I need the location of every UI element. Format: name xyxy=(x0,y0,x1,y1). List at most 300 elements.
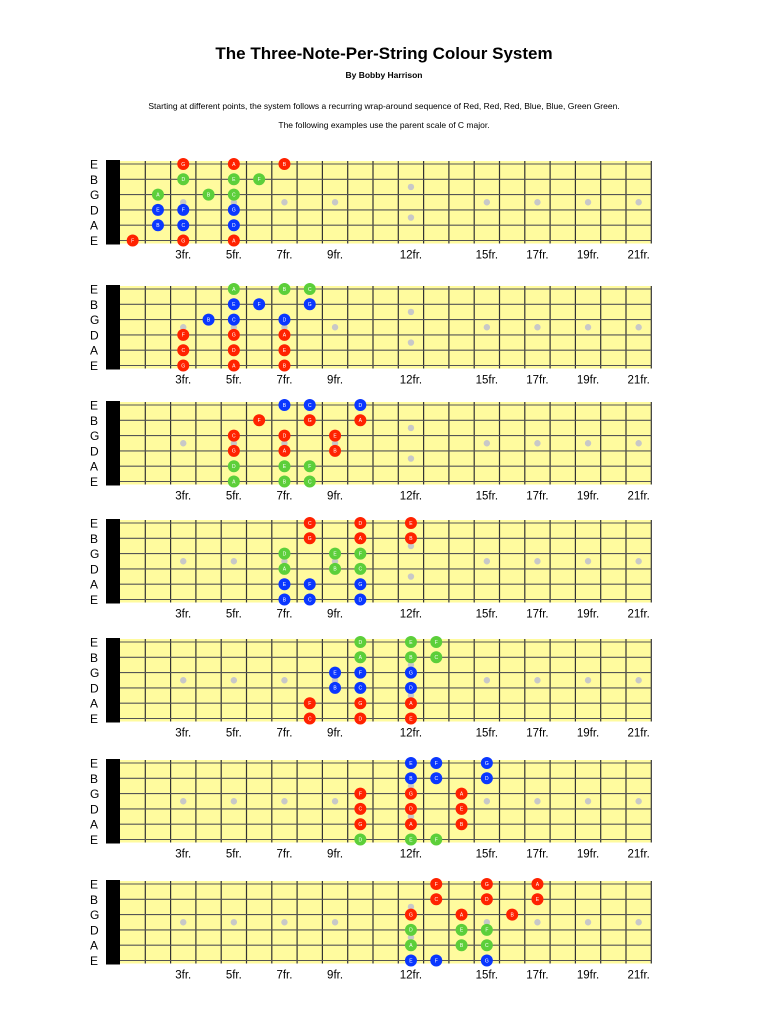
inlay-dot xyxy=(408,339,414,345)
string-label: G xyxy=(90,908,100,923)
note-dot-blue xyxy=(430,772,442,784)
note-label: C xyxy=(307,402,312,409)
note-label: D xyxy=(485,776,489,783)
fret-label: 19fr. xyxy=(576,969,600,982)
note-dot-red xyxy=(177,235,189,247)
note-label: A xyxy=(232,479,236,486)
note-dot-green xyxy=(481,924,493,936)
note-dot-green xyxy=(456,924,468,936)
note-dot-blue xyxy=(354,578,366,590)
note-dot-red xyxy=(329,430,341,442)
string-label: B xyxy=(90,771,99,786)
string-label: G xyxy=(90,547,100,562)
nut xyxy=(106,638,120,723)
note-label: F xyxy=(257,177,261,184)
inlay-dot xyxy=(534,324,540,330)
inlay-dot xyxy=(534,558,540,564)
note-dot-red xyxy=(405,713,417,725)
fret-label: 9fr. xyxy=(327,848,344,861)
note-label: C xyxy=(434,655,439,662)
note-dot-red xyxy=(278,158,290,170)
note-dot-green xyxy=(405,636,417,648)
note-dot-red xyxy=(228,235,240,247)
note-dot-blue xyxy=(228,298,240,310)
note-dot-blue xyxy=(278,594,290,606)
note-dot-red xyxy=(354,788,366,800)
fretboard xyxy=(120,881,651,964)
note-label: D xyxy=(409,927,413,934)
note-dot-green xyxy=(354,834,366,846)
note-dot-red xyxy=(405,532,417,544)
string-label: E xyxy=(90,516,99,531)
inlay-dot xyxy=(585,440,591,446)
inlay-dot xyxy=(534,677,540,683)
note-label: G xyxy=(409,670,413,677)
inlay-dot xyxy=(180,677,186,683)
nut xyxy=(106,160,120,245)
fretboard xyxy=(120,760,651,843)
note-label: F xyxy=(358,551,362,558)
fret-label: 21fr. xyxy=(627,969,650,982)
note-label: E xyxy=(282,348,287,354)
note-dot-green xyxy=(278,548,290,560)
note-label: D xyxy=(282,433,287,440)
note-label: A xyxy=(232,286,236,293)
note-label: B xyxy=(459,943,464,949)
fret-label: 9fr. xyxy=(327,374,344,387)
note-dot-blue xyxy=(354,399,366,411)
note-dot-red xyxy=(228,158,240,170)
inlay-dot xyxy=(484,677,490,683)
fret-label: 7fr. xyxy=(276,969,293,982)
note-dot-blue xyxy=(152,204,164,216)
inlay-dot xyxy=(180,919,186,925)
note-dot-blue xyxy=(203,314,215,326)
note-dot-red xyxy=(278,360,290,372)
note-dot-green xyxy=(304,460,316,472)
note-dot-red xyxy=(177,360,189,372)
note-label: G xyxy=(409,912,413,919)
fret-label: 15fr. xyxy=(475,374,499,387)
note-dot-green xyxy=(329,548,341,560)
note-label: G xyxy=(358,701,363,707)
note-dot-blue xyxy=(228,219,240,231)
note-label: C xyxy=(232,192,236,199)
string-label: A xyxy=(90,577,99,592)
note-label: A xyxy=(232,238,236,245)
inlay-dot xyxy=(635,798,641,804)
string-label: B xyxy=(90,650,99,665)
string-label: D xyxy=(90,203,99,218)
inlay-dot xyxy=(585,558,591,564)
note-label: D xyxy=(232,464,236,470)
note-label: G xyxy=(409,791,413,798)
note-dot-red xyxy=(278,445,290,457)
fretboard-diagram-7 xyxy=(88,870,668,980)
string-label: D xyxy=(90,444,99,459)
note-dot-red xyxy=(253,414,265,426)
fret-label: 19fr. xyxy=(576,727,600,740)
note-label: A xyxy=(282,566,287,573)
note-label: G xyxy=(181,161,186,168)
fret-label: 3fr. xyxy=(175,969,192,982)
note-label: B xyxy=(459,822,464,828)
note-label: G xyxy=(231,332,236,339)
note-dot-red xyxy=(354,803,366,815)
note-dot-red xyxy=(456,788,468,800)
note-dot-red xyxy=(405,803,417,815)
string-label: G xyxy=(90,787,100,802)
note-dot-green xyxy=(481,939,493,951)
string-label: D xyxy=(90,328,99,343)
fret-label: 17fr. xyxy=(526,727,549,740)
inlay-dot xyxy=(484,324,490,330)
fret-label: 21fr. xyxy=(627,374,650,387)
note-dot-red xyxy=(304,517,316,529)
page-title: The Three-Note-Per-String Colour System xyxy=(215,44,553,63)
fret-label: 5fr. xyxy=(225,490,242,503)
note-dot-green xyxy=(278,283,290,295)
fret-label: 15fr. xyxy=(475,249,499,262)
fret-label: 9fr. xyxy=(327,969,344,982)
inlay-dot xyxy=(180,798,186,804)
fret-label: 3fr. xyxy=(175,249,192,262)
fret-label: 3fr. xyxy=(175,374,192,387)
note-dot-red xyxy=(228,360,240,372)
fretboard-diagram-1 xyxy=(88,150,668,260)
note-dot-blue xyxy=(354,594,366,606)
note-label: A xyxy=(409,701,413,707)
inlay-dot xyxy=(408,309,414,315)
note-label: B xyxy=(333,448,337,455)
fretboard xyxy=(120,402,651,485)
note-label: C xyxy=(434,897,439,904)
note-label: E xyxy=(409,520,413,527)
note-dot-green xyxy=(430,834,442,846)
note-label: E xyxy=(333,551,337,558)
fret-label: 15fr. xyxy=(475,848,499,861)
note-dot-red xyxy=(405,697,417,709)
fret-label: 7fr. xyxy=(276,848,293,861)
note-label: C xyxy=(181,348,186,354)
fret-label: 19fr. xyxy=(576,848,600,861)
fret-label: 12fr. xyxy=(399,374,423,387)
fret-label: 5fr. xyxy=(225,969,242,982)
fret-label: 17fr. xyxy=(526,249,549,262)
note-dot-red xyxy=(329,445,341,457)
inlay-dot xyxy=(231,558,237,564)
inlay-dot xyxy=(281,677,287,683)
fret-label: 3fr. xyxy=(175,848,192,861)
note-label: A xyxy=(409,943,413,949)
note-label: G xyxy=(484,760,489,767)
inlay-dot xyxy=(332,324,338,330)
nut xyxy=(106,880,120,965)
note-label: F xyxy=(358,791,362,798)
note-label: A xyxy=(459,912,464,919)
inlay-dot xyxy=(635,558,641,564)
note-dot-red xyxy=(304,697,316,709)
note-label: D xyxy=(232,348,236,354)
note-label: A xyxy=(282,448,287,455)
note-dot-red xyxy=(481,893,493,905)
inlay-dot xyxy=(534,199,540,205)
inlay-dot xyxy=(332,798,338,804)
note-dot-red xyxy=(177,344,189,356)
inlay-dot xyxy=(484,440,490,446)
inlay-dot xyxy=(484,199,490,205)
string-label: E xyxy=(90,157,99,172)
note-dot-blue xyxy=(228,314,240,326)
note-label: E xyxy=(232,177,236,184)
note-label: F xyxy=(434,837,438,844)
fret-label: 19fr. xyxy=(576,374,600,387)
note-label: E xyxy=(409,716,413,723)
fret-label: 12fr. xyxy=(399,490,423,503)
note-label: G xyxy=(484,881,489,888)
note-label: E xyxy=(409,958,413,965)
string-label: E xyxy=(90,635,99,650)
note-dot-green xyxy=(228,283,240,295)
string-label: B xyxy=(90,413,99,428)
note-label: G xyxy=(358,822,363,828)
note-dot-red xyxy=(405,818,417,830)
string-label: E xyxy=(90,877,99,892)
note-dot-green xyxy=(304,476,316,488)
note-label: B xyxy=(282,363,287,370)
note-label: D xyxy=(485,897,489,904)
note-dot-red xyxy=(405,909,417,921)
fret-label: 12fr. xyxy=(399,727,423,740)
nut xyxy=(106,285,120,370)
note-dot-red xyxy=(228,329,240,341)
string-label: D xyxy=(90,681,99,696)
inlay-dot xyxy=(534,440,540,446)
note-label: F xyxy=(434,760,438,767)
fretboard-diagram-5 xyxy=(88,628,668,738)
note-label: D xyxy=(282,317,287,324)
note-dot-red xyxy=(177,329,189,341)
note-dot-blue xyxy=(177,219,189,231)
fret-label: 17fr. xyxy=(526,374,549,387)
fret-label: 5fr. xyxy=(225,249,242,262)
note-dot-red xyxy=(531,878,543,890)
fret-label: 15fr. xyxy=(475,727,499,740)
note-dot-red xyxy=(405,517,417,529)
note-label: G xyxy=(307,536,312,543)
fret-label: 15fr. xyxy=(475,490,499,503)
note-label: A xyxy=(156,192,160,199)
inlay-dot xyxy=(484,798,490,804)
note-dot-red xyxy=(506,909,518,921)
note-dot-red xyxy=(354,818,366,830)
note-dot-green xyxy=(152,189,164,201)
inlay-dot xyxy=(585,919,591,925)
fret-label: 9fr. xyxy=(327,249,344,262)
note-dot-blue xyxy=(304,298,316,310)
string-label: B xyxy=(90,531,99,546)
string-label: G xyxy=(90,188,100,203)
note-dot-red xyxy=(127,235,139,247)
string-label: A xyxy=(90,343,99,358)
note-dot-blue xyxy=(405,667,417,679)
inlay-dot xyxy=(484,558,490,564)
note-label: D xyxy=(409,685,413,692)
note-dot-red xyxy=(354,697,366,709)
fret-label: 17fr. xyxy=(526,969,549,982)
note-label: E xyxy=(156,207,160,214)
note-label: C xyxy=(181,223,186,229)
note-dot-blue xyxy=(278,399,290,411)
note-label: B xyxy=(206,192,211,199)
string-label: A xyxy=(90,817,99,832)
fret-label: 3fr. xyxy=(175,490,192,503)
string-label: D xyxy=(90,923,99,938)
note-dot-blue xyxy=(354,682,366,694)
string-label: A xyxy=(90,218,99,233)
fretboard-diagram-4 xyxy=(88,509,668,619)
note-label: E xyxy=(333,433,337,440)
note-dot-red xyxy=(278,344,290,356)
inlay-dot xyxy=(408,455,414,461)
string-label: A xyxy=(90,459,99,474)
note-dot-red xyxy=(456,818,468,830)
note-dot-red xyxy=(456,909,468,921)
note-dot-blue xyxy=(481,772,493,784)
note-label: D xyxy=(358,716,363,723)
note-label: F xyxy=(308,701,312,707)
fret-label: 15fr. xyxy=(475,969,499,982)
fret-label: 17fr. xyxy=(526,490,549,503)
note-label: G xyxy=(181,363,186,370)
string-label: E xyxy=(90,593,99,607)
note-label: B xyxy=(510,912,514,919)
note-label: A xyxy=(358,418,363,425)
note-dot-green xyxy=(354,651,366,663)
note-label: F xyxy=(434,639,438,646)
string-label: B xyxy=(90,892,99,907)
note-label: B xyxy=(206,317,211,324)
note-dot-green xyxy=(278,563,290,575)
fret-label: 15fr. xyxy=(475,608,499,621)
note-dot-green xyxy=(405,939,417,951)
inlay-dot xyxy=(635,919,641,925)
note-label: C xyxy=(307,479,312,486)
inlay-dot xyxy=(408,573,414,579)
string-label: E xyxy=(90,833,99,847)
fret-label: 12fr. xyxy=(399,969,423,982)
note-dot-green xyxy=(228,189,240,201)
fret-label: 9fr. xyxy=(327,490,344,503)
note-label: C xyxy=(358,685,363,692)
note-label: F xyxy=(434,881,438,888)
string-label: G xyxy=(90,313,100,328)
note-label: G xyxy=(231,448,236,455)
note-label: C xyxy=(358,806,363,813)
string-label: B xyxy=(90,172,99,187)
note-dot-red xyxy=(531,893,543,905)
note-label: D xyxy=(358,639,363,646)
note-dot-red xyxy=(304,713,316,725)
note-dot-green xyxy=(329,563,341,575)
note-dot-blue xyxy=(278,578,290,590)
note-label: C xyxy=(232,317,236,324)
note-label: B xyxy=(156,223,160,229)
note-dot-blue xyxy=(304,399,316,411)
note-dot-red xyxy=(354,713,366,725)
note-dot-red xyxy=(177,158,189,170)
fret-label: 3fr. xyxy=(175,727,192,740)
note-label: E xyxy=(535,897,540,904)
fret-label: 3fr. xyxy=(175,608,192,621)
note-dot-blue xyxy=(405,955,417,967)
note-dot-green xyxy=(405,834,417,846)
note-label: E xyxy=(409,639,413,646)
note-dot-blue xyxy=(304,578,316,590)
fretboard xyxy=(120,286,651,369)
note-label: C xyxy=(307,716,312,723)
fret-label: 21fr. xyxy=(627,249,650,262)
note-dot-green xyxy=(304,283,316,295)
note-dot-green xyxy=(430,636,442,648)
note-dot-red xyxy=(354,517,366,529)
note-dot-green xyxy=(203,189,215,201)
note-label: A xyxy=(232,161,236,168)
inlay-dot xyxy=(534,919,540,925)
note-dot-red xyxy=(354,532,366,544)
note-dot-green xyxy=(278,476,290,488)
note-dot-blue xyxy=(304,594,316,606)
note-dot-green xyxy=(253,173,265,185)
note-dot-green xyxy=(354,548,366,560)
note-label: F xyxy=(434,958,438,965)
string-label: E xyxy=(90,475,99,489)
note-dot-blue xyxy=(405,757,417,769)
note-label: A xyxy=(535,881,540,888)
note-dot-red xyxy=(228,445,240,457)
string-label: E xyxy=(90,282,99,297)
note-label: F xyxy=(181,332,185,339)
nut xyxy=(106,401,120,486)
note-dot-green xyxy=(354,636,366,648)
note-label: F xyxy=(358,670,362,677)
note-label: E xyxy=(333,670,337,677)
note-label: E xyxy=(459,806,464,813)
note-label: G xyxy=(484,958,489,965)
inlay-dot xyxy=(281,798,287,804)
note-dot-red xyxy=(278,329,290,341)
note-dot-green xyxy=(228,476,240,488)
note-dot-blue xyxy=(405,682,417,694)
string-label: A xyxy=(90,696,99,711)
fret-label: 21fr. xyxy=(627,608,650,621)
note-label: F xyxy=(131,238,135,245)
fret-label: 21fr. xyxy=(627,727,650,740)
string-label: D xyxy=(90,802,99,817)
note-label: G xyxy=(358,582,363,588)
note-label: E xyxy=(409,837,413,844)
note-dot-blue xyxy=(177,204,189,216)
fret-label: 7fr. xyxy=(276,608,293,621)
fret-label: 21fr. xyxy=(627,490,650,503)
note-dot-blue xyxy=(329,667,341,679)
note-dot-red xyxy=(354,414,366,426)
note-label: B xyxy=(282,402,287,409)
fret-label: 9fr. xyxy=(327,608,344,621)
note-label: C xyxy=(307,597,312,604)
note-label: B xyxy=(333,566,337,573)
note-label: A xyxy=(459,791,464,798)
